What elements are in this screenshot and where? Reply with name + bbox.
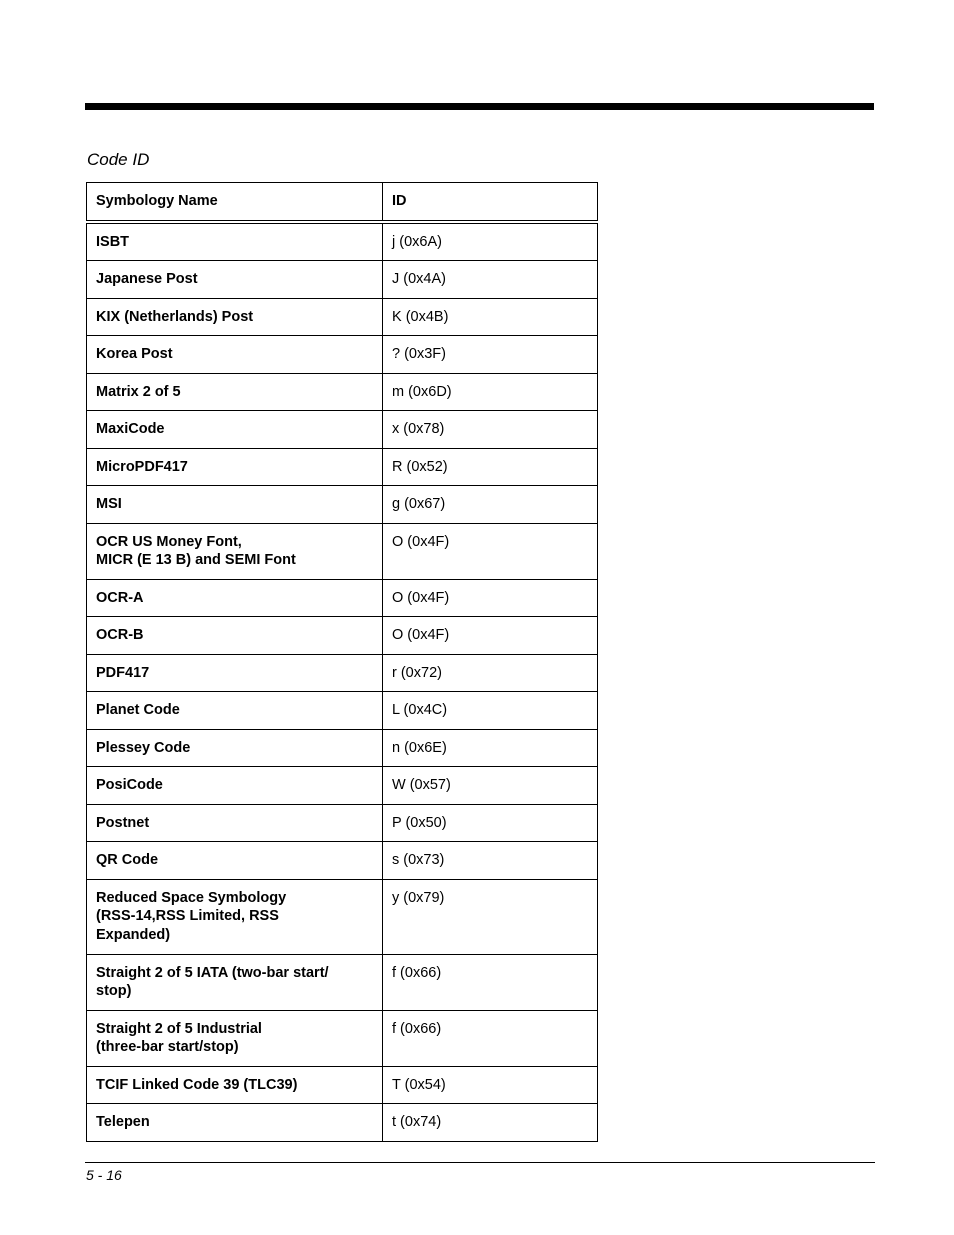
table-row (87, 1066, 598, 1104)
symbology-name-line: OCR US Money Font, (96, 533, 242, 550)
code-id-cell: R (0x52) (383, 448, 598, 486)
header-id: ID (383, 183, 598, 222)
code-id-cell: n (0x6E) (383, 729, 598, 767)
symbology-name-line: TCIF Linked Code 39 (TLC39) (96, 1076, 298, 1093)
symbology-name-line: Telepen (96, 1114, 150, 1130)
code-id-cell: s (0x73) (383, 842, 598, 880)
table-row (87, 617, 598, 655)
top-rule (85, 103, 874, 110)
header-symbology-name: Symbology Name (87, 183, 383, 222)
code-id-cell: J (0x4A) (383, 261, 598, 299)
code-id-cell: t (0x74) (383, 1104, 598, 1142)
code-id-cell: g (0x67) (383, 486, 598, 524)
code-id-cell: W (0x57) (383, 767, 598, 805)
code-id-cell: ? (0x3F) (383, 336, 598, 374)
symbology-name-cell (87, 954, 383, 1010)
symbology-name-line: ISBT (96, 233, 130, 250)
symbology-name-line: PosiCode (96, 777, 163, 793)
symbology-name-cell (87, 523, 383, 579)
symbology-name-cell (87, 879, 383, 954)
code-id-cell: j (0x6A) (383, 222, 598, 261)
table-row (87, 1010, 598, 1066)
symbology-name-cell (87, 448, 383, 486)
symbology-name-cell (87, 298, 383, 336)
symbology-name-cell (87, 222, 383, 261)
bottom-rule (85, 1162, 875, 1163)
symbology-name-line: Straight 2 of 5 IATA (two-bar start/ (96, 964, 329, 981)
table-row (87, 411, 598, 449)
table-row (87, 579, 598, 617)
table-row (87, 767, 598, 805)
symbology-name-line: Reduced Space Symbology (96, 889, 287, 906)
section-title: Code ID (87, 150, 150, 169)
symbology-name-cell (87, 336, 383, 374)
symbology-name-cell (87, 373, 383, 411)
symbology-name-cell (87, 1104, 383, 1142)
table-row (87, 654, 598, 692)
symbology-name-line: Korea Post (96, 346, 173, 362)
table-row (87, 261, 598, 299)
table-row (87, 523, 598, 579)
symbology-name-cell (87, 804, 383, 842)
code-id-cell: r (0x72) (383, 654, 598, 692)
table-row (87, 879, 598, 954)
symbology-name-line: MICR (E 13 B) and SEMI Font (96, 552, 296, 568)
code-id-cell: f (0x66) (383, 1010, 598, 1066)
code-id-cell: O (0x4F) (383, 617, 598, 655)
symbology-name-line: MSI (96, 496, 122, 512)
symbology-name-cell (87, 617, 383, 655)
table-row (87, 373, 598, 411)
symbology-name-cell (87, 842, 383, 880)
symbology-name-cell (87, 729, 383, 767)
table-body (87, 183, 598, 1142)
symbology-name-line: Plessey Code (96, 739, 191, 756)
code-id-cell: T (0x54) (383, 1066, 598, 1104)
code-id-cell: m (0x6D) (383, 373, 598, 411)
symbology-name-line: KIX (Netherlands) Post (96, 308, 254, 325)
code-id-cell: y (0x79) (383, 879, 598, 954)
table-row (87, 729, 598, 767)
table-row (87, 222, 598, 261)
code-id-cell: K (0x4B) (383, 298, 598, 336)
page-number: 5 - 16 (86, 1167, 122, 1183)
table-row (87, 954, 598, 1010)
symbology-name-line: QR Code (96, 852, 159, 868)
symbology-name-line: Matrix 2 of 5 (96, 383, 181, 400)
symbology-name-cell (87, 767, 383, 805)
symbology-name-line: OCR-A (96, 589, 144, 606)
symbology-name-line: MicroPDF417 (96, 458, 188, 475)
table-row (87, 692, 598, 730)
code-id-cell: f (0x66) (383, 954, 598, 1010)
symbology-name-line: Planet Code (96, 702, 180, 718)
table-row (87, 448, 598, 486)
symbology-name-cell (87, 1066, 383, 1104)
symbology-name-line: Straight 2 of 5 Industrial (96, 1020, 262, 1037)
table-row (87, 486, 598, 524)
symbology-name-line: Expanded) (96, 926, 171, 943)
symbology-name-cell (87, 654, 383, 692)
table-row (87, 1104, 598, 1142)
symbology-name-cell (87, 486, 383, 524)
symbology-name-cell (87, 261, 383, 299)
symbology-name-cell (87, 1010, 383, 1066)
code-id-cell: L (0x4C) (383, 692, 598, 730)
symbology-name-cell (87, 411, 383, 449)
symbology-name-line: (three-bar start/stop) (96, 1039, 239, 1055)
code-id-cell: P (0x50) (383, 804, 598, 842)
symbology-name-line: PDF417 (96, 664, 150, 681)
code-id-cell: O (0x4F) (383, 523, 598, 579)
table-row (87, 298, 598, 336)
code-id-cell: x (0x78) (383, 411, 598, 449)
code-id-table (86, 182, 598, 1142)
table-header-row (87, 183, 598, 222)
table-row (87, 336, 598, 374)
symbology-name-line: Japanese Post (96, 271, 198, 287)
symbology-name-line: stop) (96, 983, 132, 999)
table-row (87, 842, 598, 880)
symbology-name-cell (87, 579, 383, 617)
symbology-name-line: Postnet (96, 814, 150, 831)
symbology-name-cell (87, 692, 383, 730)
symbology-name-line: (RSS-14,RSS Limited, RSS (96, 908, 279, 924)
symbology-name-line: OCR-B (96, 627, 144, 643)
code-id-cell: O (0x4F) (383, 579, 598, 617)
table-row (87, 804, 598, 842)
symbology-name-line: MaxiCode (96, 421, 165, 437)
